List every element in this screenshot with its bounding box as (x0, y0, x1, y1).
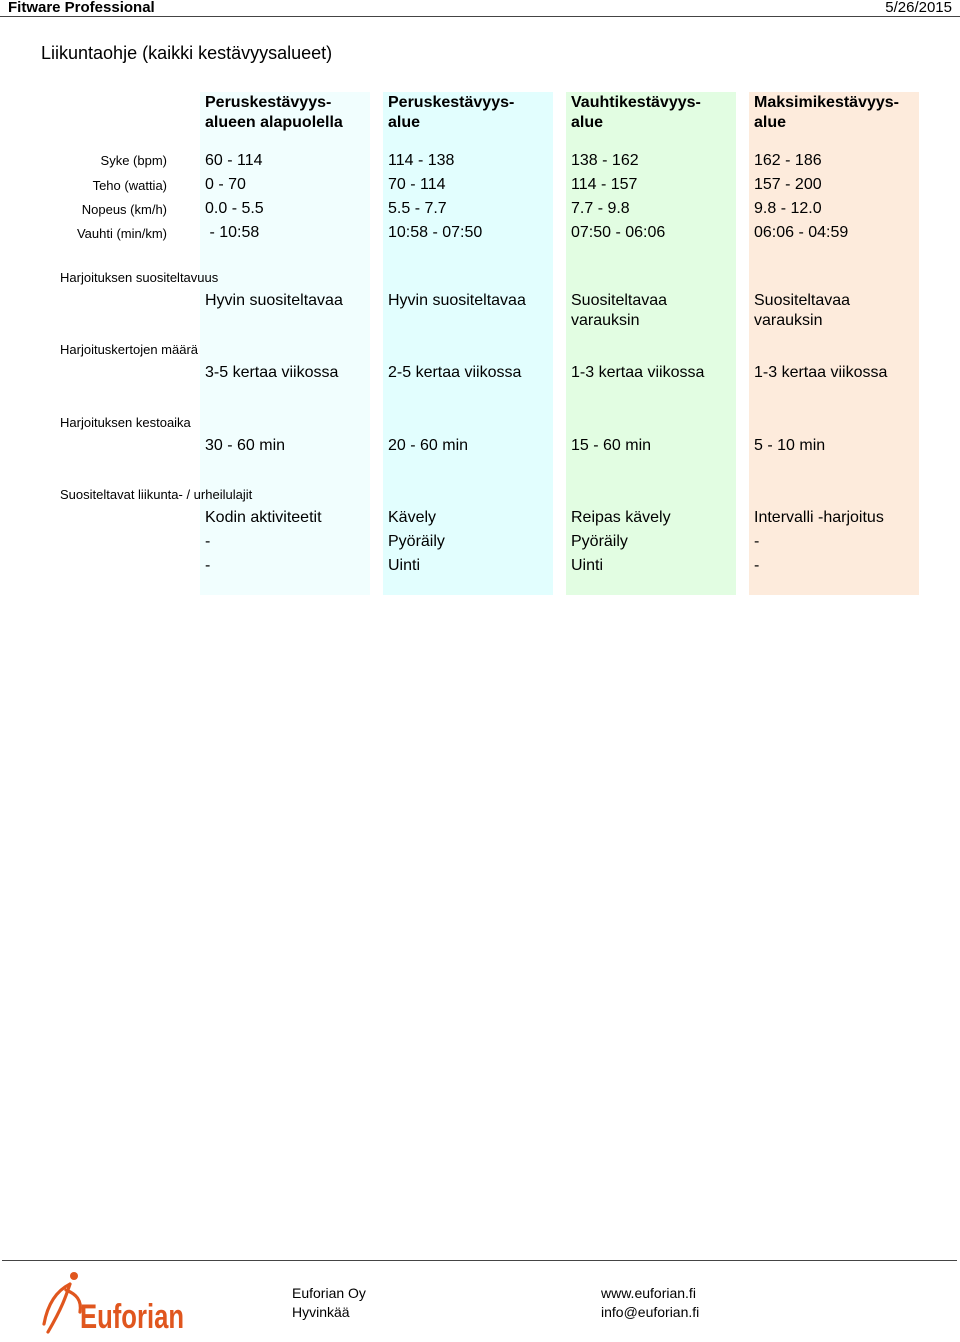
page-title: Liikuntaohje (kaikki kestävyysalueet) (41, 43, 333, 63)
logo-runner-icon (44, 1284, 80, 1332)
metric-value: 138 - 162 (571, 152, 639, 169)
recommendation-line1: Hyvin suositeltavaa (388, 292, 526, 309)
metric-value: 0.0 - 5.5 (205, 200, 264, 217)
duration-value: 30 - 60 min (205, 437, 286, 454)
recommendation-value (205, 291, 343, 311)
metric-label-power: Teho (wattia) (92, 178, 167, 193)
column-header (571, 93, 736, 133)
column-header-line2: alue (754, 114, 787, 131)
recommendation-value (754, 291, 850, 331)
footer-company (292, 1284, 366, 1322)
sport-item: Kodin aktiviteetit (205, 509, 322, 526)
metric-value: 0 - 70 (205, 176, 246, 193)
column-header-line1: Peruskestävyys- (388, 94, 515, 111)
footer-divider (2, 1260, 957, 1261)
sport-item: - (205, 557, 211, 574)
metric-value: 07:50 - 06:06 (571, 224, 666, 241)
metric-label-pace: Vauhti (min/km) (76, 226, 167, 241)
recommendation-line1: Suositeltavaa (754, 292, 851, 309)
metric-value: 9.8 - 12.0 (754, 200, 822, 217)
sport-item: Uinti (388, 557, 421, 574)
metric-label-speed: Nopeus (km/h) (81, 202, 167, 217)
frequency-value: 3-5 kertaa viikossa (205, 364, 339, 381)
duration-value: 20 - 60 min (388, 437, 469, 454)
column-header-line1: Peruskestävyys- (205, 94, 332, 111)
duration-value: 15 - 60 min (571, 437, 652, 454)
sport-item: Uinti (571, 557, 604, 574)
company-website[interactable]: www.euforian.fi (601, 1285, 696, 1301)
report-date: 5/26/2015 (885, 0, 952, 16)
column-header-line1: Maksimikestävyys- (754, 94, 899, 111)
column-header (205, 93, 370, 133)
sport-item: Kävely (388, 509, 437, 526)
frequency-value: 1-3 kertaa viikossa (754, 364, 888, 381)
section-label-sports: Suositeltavat liikunta- / urheilulajit (60, 487, 253, 502)
section-label-recommendation: Harjoituksen suositeltavuus (60, 270, 219, 285)
recommendation-value (571, 291, 667, 331)
sport-item: Reipas kävely (571, 509, 671, 526)
sport-item: Intervalli -harjoitus (754, 509, 884, 526)
app-name: Fitware Professional (8, 0, 155, 16)
metric-label-heart-rate: Syke (bpm) (100, 153, 167, 168)
recommendation-line2: varauksin (571, 312, 640, 329)
logo-text: Euforian (80, 1298, 184, 1336)
section-label-duration: Harjoituksen kestoaika (60, 415, 191, 430)
section-label-frequency: Harjoituskertojen määrä (60, 342, 199, 357)
footer-contact (601, 1284, 699, 1322)
recommendation-value (388, 291, 526, 311)
company-city: Hyvinkää (292, 1304, 350, 1320)
column-header-line2: alue (388, 114, 421, 131)
metric-value: 70 - 114 (388, 176, 446, 193)
metric-value: 162 - 186 (754, 152, 822, 169)
header-divider (0, 16, 960, 17)
metric-value: 7.7 - 9.8 (571, 200, 630, 217)
metric-value: 114 - 157 (571, 176, 638, 193)
recommendation-line1: Suositeltavaa (571, 292, 668, 309)
sport-item: - (754, 557, 760, 574)
company-name: Euforian Oy (292, 1285, 366, 1301)
euforian-logo (36, 1268, 188, 1336)
metric-value: 114 - 138 (388, 152, 455, 169)
sport-item: Pyöräily (388, 533, 445, 550)
frequency-value: 2-5 kertaa viikossa (388, 364, 522, 381)
column-header-line2: alue (571, 114, 604, 131)
metric-value: 157 - 200 (754, 176, 822, 193)
company-email[interactable]: info@euforian.fi (601, 1304, 700, 1320)
frequency-value: 1-3 kertaa viikossa (571, 364, 705, 381)
column-header-line2: alueen alapuolella (205, 114, 343, 131)
metric-value: 06:06 - 04:59 (754, 224, 849, 241)
duration-value: 5 - 10 min (754, 437, 826, 454)
sport-item: - (205, 533, 211, 550)
column-header (388, 93, 553, 133)
metric-value: - 10:58 (205, 224, 260, 241)
metric-value: 5.5 - 7.7 (388, 200, 447, 217)
column-header (754, 93, 919, 133)
sport-item: Pyöräily (571, 533, 628, 550)
sport-item: - (754, 533, 760, 550)
metric-value: 10:58 - 07:50 (388, 224, 483, 241)
logo-head-icon (70, 1272, 78, 1280)
metric-value: 60 - 114 (205, 152, 263, 169)
recommendation-line2: varauksin (754, 312, 823, 329)
recommendation-line1: Hyvin suositeltavaa (205, 292, 343, 309)
column-header-line1: Vauhtikestävyys- (571, 94, 701, 111)
